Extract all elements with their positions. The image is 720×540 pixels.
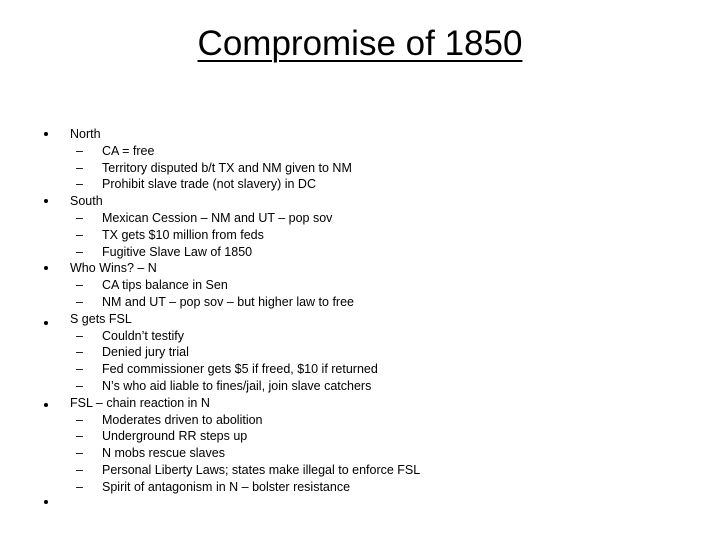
sub-item-text: Fed commissioner gets $5 if freed, $10 if returned — [102, 362, 378, 377]
list-item: FSL – chain reaction in N — [70, 395, 210, 410]
sub-item — [70, 328, 690, 345]
sub-item — [70, 479, 690, 496]
sub-item — [70, 176, 690, 193]
sub-item-text: Territory disputed b/t TX and NM given to NM — [102, 160, 352, 175]
sub-item — [70, 445, 690, 462]
dash-marker: – — [76, 244, 83, 259]
bullet-marker — [44, 500, 48, 504]
sub-item-text: Fugitive Slave Law of 1850 — [102, 244, 253, 259]
dash-marker: – — [76, 143, 83, 158]
list-item: South — [70, 194, 103, 209]
sub-item — [70, 210, 690, 227]
sub-item-text: Couldn’t testify — [102, 328, 184, 343]
sub-item — [70, 378, 690, 395]
bullet-marker — [44, 403, 48, 407]
sub-item — [70, 361, 690, 378]
dash-marker: – — [76, 278, 83, 293]
dash-marker: – — [76, 210, 83, 225]
sub-item — [70, 160, 690, 177]
sub-item — [70, 143, 690, 160]
bullet-marker — [44, 132, 48, 136]
sub-item — [70, 294, 690, 311]
sub-item-text: CA = free — [102, 143, 155, 158]
bullet-marker — [44, 321, 48, 325]
sub-item-text: CA tips balance in Sen — [102, 278, 228, 293]
sub-item — [70, 462, 690, 479]
sub-item — [70, 227, 690, 244]
sub-item-text: Personal Liberty Laws; states make illegal to enforce FSL — [102, 462, 421, 477]
dash-marker: – — [76, 328, 83, 343]
bullet-column — [44, 0, 54, 540]
bullet-marker — [44, 199, 48, 203]
sub-item-text: TX gets $10 million from feds — [102, 227, 264, 242]
sub-item-text: Denied jury trial — [102, 345, 189, 360]
bullet-list — [70, 126, 690, 496]
sub-item-text: N’s who aid liable to fines/jail, join slave catchers — [102, 378, 372, 393]
sub-item-text: Spirit of antagonism in N – bolster resistance — [102, 479, 351, 494]
dash-marker: – — [76, 294, 83, 309]
bullet-marker — [44, 266, 48, 270]
dash-marker: – — [76, 479, 83, 494]
sub-item-text: NM and UT – pop sov – but higher law to free — [102, 294, 354, 309]
dash-marker: – — [76, 446, 83, 461]
dash-marker: – — [76, 362, 83, 377]
sub-item — [70, 344, 690, 361]
dash-marker: – — [76, 378, 83, 393]
sub-item — [70, 428, 690, 445]
dash-marker: – — [76, 177, 83, 192]
sub-item-text: Moderates driven to abolition — [102, 412, 263, 427]
sub-item-text: Mexican Cession – NM and UT – pop sov — [102, 210, 333, 225]
slide-title-text: Compromise of 1850 — [197, 24, 523, 63]
sub-item — [70, 277, 690, 294]
sub-item-text: Prohibit slave trade (not slavery) in DC — [102, 177, 316, 192]
sub-item-text: Underground RR steps up — [102, 429, 248, 444]
dash-marker: – — [76, 227, 83, 242]
sub-item-text: N mobs rescue slaves — [102, 446, 225, 461]
sub-item — [70, 244, 690, 261]
list-item: S gets FSL — [70, 311, 132, 326]
dash-marker: – — [76, 462, 83, 477]
dash-marker: – — [76, 160, 83, 175]
list-item: North — [70, 127, 101, 141]
dash-marker: – — [76, 345, 83, 360]
sub-item — [70, 412, 690, 429]
slide-title — [0, 22, 720, 66]
dash-marker: – — [76, 429, 83, 444]
dash-marker: – — [76, 412, 83, 427]
list-item: Who Wins? – N — [70, 261, 157, 276]
